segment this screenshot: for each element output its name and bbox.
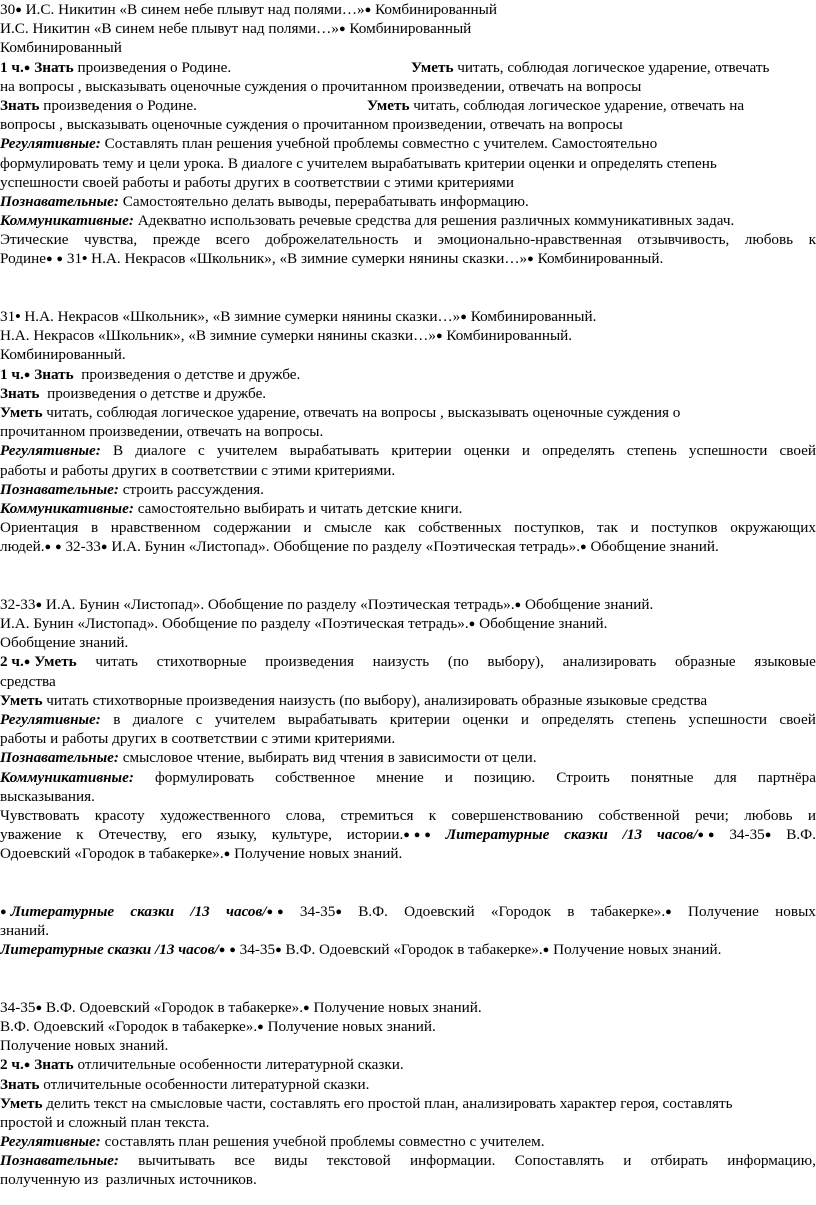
bullet-icon: ● (580, 541, 587, 554)
bullet-icon: ● (542, 944, 550, 957)
bullet-icon: ● (44, 541, 52, 554)
lesson-30-com: Коммуникативные: Адекватно использовать речевые средства для решения различных коммуникативных задач. (0, 212, 735, 230)
bullet-icon: ● (15, 4, 22, 16)
bullet-icon: ● (266, 905, 274, 918)
bullet-icon: ● (335, 905, 342, 918)
lesson-32-33-reg-1: Регулятивные: в диалоге с учителем вырабатывать критерии оценки и определять степень успешности своей (0, 710, 816, 728)
lesson-30-reg-3: успешности своей работы и работы других в соответствии с этими критериями (0, 173, 514, 191)
lesson-32-33-can-3: Уметь читать стихотворные произведения наизусть (по выбору), анализировать образные языковые средства (0, 691, 708, 709)
bullet-icon: ● (303, 1001, 310, 1014)
lesson-30-header: 30● И.С. Никитин «В синем небе плывут над полями…»● Комбинированный (0, 1, 497, 18)
lesson-30-know-can-2: на вопросы , высказывать оценочные суждения о прочитанном произведении, отвечать на вопросы (0, 77, 642, 95)
lesson-34-35-reg: Регулятивные: составлять план решения учебной проблемы совместно с учителем. (0, 1133, 545, 1151)
lesson-32-33-can-2: средства (0, 672, 56, 690)
lesson-34-35-can-1: Уметь делить текст на смысловые части, составлять его простой план, анализировать характер героя, составлять (0, 1094, 733, 1112)
section-heading-2: знаний. (0, 922, 50, 939)
lesson-31-reg-1: Регулятивные: В диалоге с учителем вырабатывать критерии оценки и определять степень успешности своей (0, 442, 816, 460)
bullet-icon: ● (55, 541, 62, 554)
bullet-icon: ● (23, 656, 31, 669)
bullet-icon: ● (403, 829, 410, 842)
lesson-31-com: Коммуникативные: самостоятельно выбирать и читать детские книги. (0, 499, 463, 517)
bullet-icon: ● (460, 311, 467, 323)
lesson-32-33-cog: Познавательные: смысловое чтение, выбирать вид чтения в зависимости от цели. (0, 749, 537, 767)
lesson-34-35-know-2: Знать отличительные особенности литературной сказки. (0, 1075, 370, 1093)
bullet-icon: ● (697, 829, 705, 842)
lesson-30-know-can-4: вопросы , высказывать оценочные суждения о прочитанном произведении, отвечать на вопросы (0, 116, 623, 134)
bullet-icon: ● (257, 1020, 264, 1033)
lesson-31-cog: Познавательные: строить рассуждения. (0, 480, 264, 498)
bullet-icon: ● (435, 330, 443, 343)
bullet-icon: ● (23, 61, 31, 74)
lesson-32-33-reg-2: работы и работы других в соответствии с этими критериями. (0, 730, 396, 748)
bullet-icon: ● (223, 848, 231, 861)
lesson-34-35-topic-line: В.Ф. Одоевский «Городок в табакерке».● Получение новых знаний. (0, 1017, 436, 1035)
lesson-34-35-cog-1: Познавательные: вычитывать все виды текстовой информации. Сопоставлять и отбирать информацию, (0, 1152, 816, 1170)
lesson-30-reg-2: формулировать тему и цели урока. В диалоге с учителем вырабатывать критерии оценки и определять степень (0, 154, 717, 172)
bullet-icon: ● (45, 253, 53, 266)
lesson-30-know-can-3: Знать произведения о Родине. Уметь читать, соблюдая логическое ударение, отвечать на (0, 96, 745, 114)
lesson-31-type: Комбинированный. (0, 346, 126, 364)
lesson-31-personal-2: людей.● ● 32-33● И.А. Бунин «Листопад». Обобщение по разделу «Поэтическая тетрадь».● Обобщение знаний. (0, 538, 719, 556)
lesson-30-personal-1: Этические чувства, прежде всего доброжелательность и эмоционально-нравственная отзывчивость, любовь к (0, 231, 816, 249)
bullet-icon: ● (413, 829, 421, 842)
bullet-icon: ● (23, 1059, 31, 1072)
lesson-32-33-personal-2: уважение к Отечеству, его языку, культуре, истории.● ● ● Литературные сказки /13 часов/● ● 34-35● В.Ф. (0, 826, 816, 844)
bullet-icon: ● (424, 829, 431, 842)
bullet-icon: ● (665, 905, 672, 918)
lesson-31-topic-line: Н.А. Некрасов «Школьник», «В зимние сумерки нянины сказки…»● Комбинированный. (0, 327, 573, 345)
lesson-32-33-com-2: высказывания. (0, 787, 95, 805)
lesson-30-reg-1: Регулятивные: Составлять план решения учебной проблемы совместно с учителем. Самостоятельно (0, 135, 658, 153)
lesson-30-personal-2: Родине● ● 31• Н.А. Некрасов «Школьник», «В зимние сумерки нянины сказки…»● Комбинированный. (0, 250, 664, 268)
lesson-32-33-type: Обобщение знаний. (0, 634, 129, 652)
lesson-32-33-topic-line: И.А. Бунин «Листопад». Обобщение по разделу «Поэтическая тетрадь».● Обобщение знаний. (0, 615, 608, 632)
bullet-icon: ● (527, 253, 534, 266)
lesson-32-33-personal-1: Чувствовать красоту художественного слова, стремиться к совершенствованию собственной речи; любовь и (0, 806, 816, 824)
bullet-icon: ● (23, 368, 31, 381)
bullet-icon: ● (338, 23, 346, 36)
lesson-31-reg-2: работы и работы других в соответствии с этими критериями. (0, 461, 396, 479)
lesson-34-35-can-2: простой и сложный план текста. (0, 1113, 210, 1131)
lesson-30-topic-line: И.С. Никитин «В синем небе плывут над полями…»● Комбинированный (0, 20, 472, 38)
bullet-icon: ● (35, 1001, 43, 1014)
lesson-34-35-type: Получение новых знаний. (0, 1037, 169, 1055)
bullet-icon: ● (56, 253, 64, 266)
lesson-31-header: 31• Н.А. Некрасов «Школьник», «В зимние сумерки нянины сказки…»● Комбинированный. (0, 308, 597, 325)
bullet-icon: ● (0, 905, 7, 918)
bullet-icon: ● (707, 829, 715, 842)
bullet-icon: ● (275, 944, 282, 957)
bullet-icon: ● (468, 618, 476, 630)
lesson-31-know-1: 1 ч.● Знать произведения о детстве и дружбе. (0, 365, 301, 383)
bullet-icon: ● (276, 905, 284, 918)
lesson-30-know-can-1: 1 ч.● Знать произведения о Родине. Уметь читать, соблюдая логическое ударение, отвечать (0, 58, 770, 76)
bullet-icon: ● (100, 541, 108, 554)
lesson-31-know-2: Знать произведения о детстве и дружбе. (0, 384, 267, 402)
lesson-31-can-2: прочитанном произведении, отвечать на вопросы. (0, 423, 324, 441)
lesson-30-cog: Познавательные: Самостоятельно делать выводы, перерабатывать информацию. (0, 192, 529, 210)
lesson-31-can-1: Уметь читать, соблюдая логическое ударение, отвечать на вопросы , высказывать оценочные суждения о (0, 403, 681, 421)
bullet-icon: • (82, 250, 88, 268)
bullet-icon: ● (229, 944, 236, 957)
lesson-34-35-cog-2: полученную из различных источников. (0, 1171, 257, 1189)
bullet-icon: ● (218, 944, 226, 957)
lesson-34-35-header: 34-35● В.Ф. Одоевский «Городок в табакерке».● Получение новых знаний. (0, 998, 482, 1016)
lesson-32-33-header: 32-33● И.А. Бунин «Листопад». Обобщение по разделу «Поэтическая тетрадь».● Обобщение знаний. (0, 595, 654, 613)
bullet-icon: • (15, 308, 21, 325)
lesson-34-35-know-1: 2 ч.● Знать отличительные особенности литературной сказки. (0, 1056, 404, 1074)
section-heading-1: ● Литературные сказки /13 часов/● ● 34-35● В.Ф. Одоевский «Городок в табакерке».● Получение новых (0, 902, 816, 920)
section-heading-3: Литературные сказки /13 часов/● ● 34-35● В.Ф. Одоевский «Городок в табакерке».● Получение новых знаний. (0, 941, 722, 959)
lesson-32-33-personal-3: Одоевский «Городок в табакерке».● Получение новых знаний. (0, 845, 403, 863)
lesson-31-personal-1: Ориентация в нравственном содержании и смысле как собственных поступков, так и поступков окружающих (0, 519, 816, 537)
bullet-icon: ● (764, 829, 772, 842)
bullet-icon: ● (35, 598, 43, 611)
lesson-30-type: Комбинированный (0, 39, 122, 57)
lesson-32-33-can-1: 2 ч.● Уметь читать стихотворные произведения наизусть (по выбору), анализировать образные языковые (0, 653, 816, 671)
lesson-32-33-com-1: Коммуникативные: формулировать собственное мнение и позицию. Строить понятные для партнёра (0, 768, 816, 786)
bullet-icon: ● (514, 598, 522, 611)
bullet-icon: ● (364, 4, 372, 16)
